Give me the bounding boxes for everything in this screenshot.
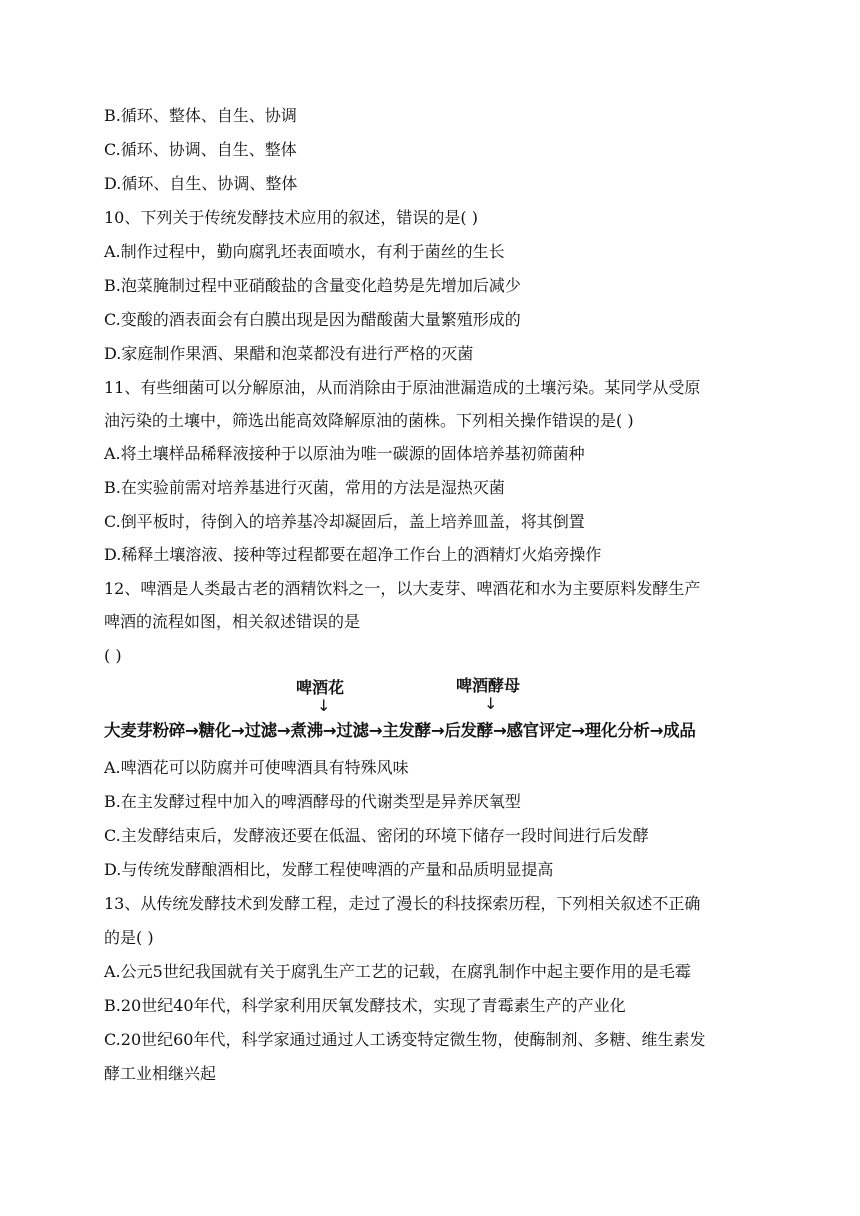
question-12-stem-line2: 啤酒的流程如图，相关叙述错误的是 (104, 612, 361, 631)
brewing-flowchart (104, 676, 849, 746)
option-b-q12: B.在主发酵过程中加入的啤酒酵母的代谢类型是异养厌氧型 (104, 792, 521, 811)
hops-down-arrow: ↓ (317, 696, 331, 715)
option-b-q13: B.20世纪40年代，科学家利用厌氧发酵技术，实现了青霉素生产的产业化 (104, 996, 626, 1015)
option-a-q11: A.将土壤样品稀释液接种于以原油为唯一碳源的固体培养基初筛菌种 (104, 444, 585, 463)
yeast-label: 啤酒酵母 (456, 676, 521, 695)
option-c-q11: C.倒平板时，待倒入的培养基冷却凝固后，盖上培养皿盖，将其倒置 (104, 512, 585, 531)
question-13-stem-line1: 13、从传统发酵技术到发酵工程，走过了漫长的科技探索历程，下列相关叙述不正确 (104, 894, 701, 913)
option-c-q13-line2: 酵工业相继兴起 (104, 1064, 217, 1083)
option-d-q11: D.稀释土壤溶液、接种等过程都要在超净工作台上的酒精灯火焰旁操作 (104, 545, 602, 564)
option-c-q13-line1: C.20世纪60年代，科学家通过通过人工诱变特定微生物，使酶制剂、多糖、维生素发 (104, 1030, 706, 1049)
option-b-q9: B.循环、整体、自生、协调 (104, 106, 297, 125)
question-13-stem-line2: 的是( ) (104, 928, 154, 947)
question-11-stem-line2: 油污染的土壤中，筛选出能高效降解原油的菌株。下列相关操作错误的是( ) (104, 411, 634, 430)
option-c-q12: C.主发酵结束后，发酵液还要在低温、密闭的环境下储存一段时间进行后发酵 (104, 826, 649, 845)
hops-label: 啤酒花 (296, 678, 345, 697)
option-a-q13: A.公元5世纪我国就有关于腐乳生产工艺的记载，在腐乳制作中起主要作用的是毛霉 (104, 962, 691, 981)
option-b-q11: B.在实验前需对培养基进行灭菌，常用的方法是湿热灭菌 (104, 478, 505, 497)
option-a-q10: A.制作过程中，勤向腐乳坯表面喷水，有利于菌丝的生长 (104, 242, 505, 261)
option-c-q9: C.循环、协调、自生、整体 (104, 140, 297, 159)
question-11-stem-line1: 11、有些细菌可以分解原油，从而消除由于原油泄漏造成的土壤污染。某同学从受原 (104, 378, 701, 397)
process-steps: 大麦芽粉碎→糖化→过滤→煮沸→过滤→主发酵→后发酵→感官评定→理化分析→成品 (104, 721, 696, 740)
option-b-q10: B.泡菜腌制过程中亚硝酸盐的含量变化趋势是先增加后减少 (104, 276, 521, 295)
question-12-answer-blank: ( ) (104, 646, 122, 665)
option-a-q12: A.啤酒花可以防腐并可使啤酒具有特殊风味 (104, 758, 409, 777)
option-d-q12: D.与传统发酵酿酒相比，发酵工程使啤酒的产量和品质明显提高 (104, 860, 554, 879)
option-d-q9: D.循环、自生、协调、整体 (104, 174, 298, 193)
option-d-q10: D.家庭制作果酒、果醋和泡菜都没有进行严格的灭菌 (104, 344, 474, 363)
question-10-stem: 10、下列关于传统发酵技术应用的叙述，错误的是( ) (104, 208, 478, 227)
question-12-stem-line1: 12、啤酒是人类最古老的酒精饮料之一，以大麦芽、啤酒花和水为主要原料发酵生产 (104, 579, 701, 598)
option-c-q10: C.变酸的酒表面会有白膜出现是因为醋酸菌大量繁殖形成的 (104, 310, 521, 329)
yeast-down-arrow: ↓ (484, 694, 498, 713)
